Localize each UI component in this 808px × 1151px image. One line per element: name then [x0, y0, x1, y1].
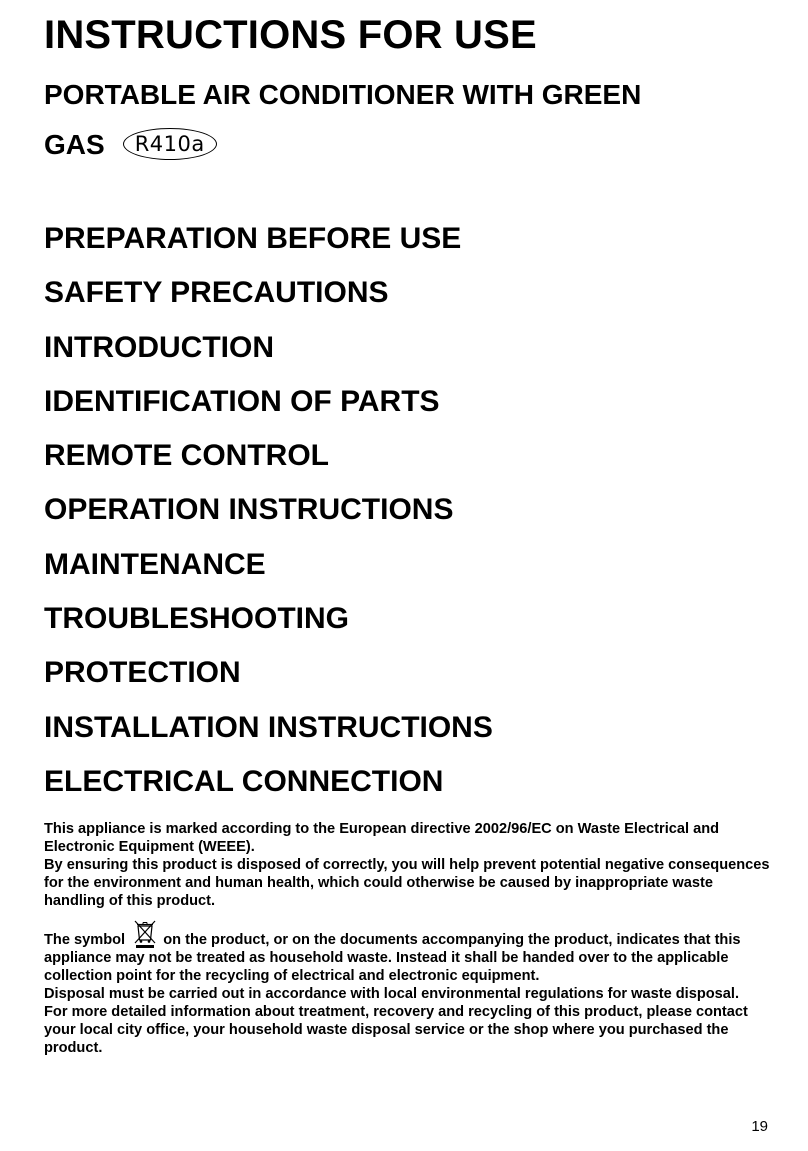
toc-item: PROTECTION [44, 656, 241, 690]
toc-item: INTRODUCTION [44, 330, 274, 364]
toc-item: PREPARATION BEFORE USE [44, 222, 462, 255]
toc-item: TROUBLESHOOTING [44, 602, 349, 636]
page-title: INSTRUCTIONS FOR USE [44, 13, 537, 57]
toc-item: ELECTRICAL CONNECTION [44, 764, 444, 798]
weee-paragraph-directive: This appliance is marked according to the European directive 2002/96/EC on Waste Electrical and Electronic Equipment (WEEE). [44, 821, 720, 855]
toc-item: MAINTENANCE [44, 547, 266, 581]
page-number: 19 [751, 1118, 768, 1135]
product-subtitle [44, 70, 784, 170]
crossed-out-wheelie-bin-icon [133, 918, 157, 948]
toc-item: OPERATION INSTRUCTIONS [44, 493, 454, 527]
weee-paragraph-contact: For more detailed information about treatment, recovery and recycling of this product, please contact your local city office, your household waste disposal service or the shop where you purchased the product. [44, 1004, 748, 1056]
weee-paragraph-symbol [44, 928, 772, 985]
toc-item: SAFETY PRECAUTIONS [44, 276, 389, 310]
toc-item: IDENTIFICATION OF PARTS [44, 384, 440, 418]
weee-notice [44, 820, 772, 1057]
weee-paragraph-disposal: Disposal must be carried out in accordance with local environmental regulations for waste disposal. [44, 986, 739, 1002]
subtitle-line-1: PORTABLE AIR CONDITIONER WITH GREEN [44, 79, 642, 110]
subtitle-line-2: GAS [44, 129, 105, 160]
symbol-text-after: on the product, or on the documents accompanying the product, indicates that this appliance may not be treated as household waste. Instead it shall be handed over to the applicable collection point for the recycling of electrical and electronic equipment. [44, 932, 741, 984]
refrigerant-badge: R410a [123, 128, 217, 160]
weee-paragraph-benefits: By ensuring this product is disposed of correctly, you will help prevent potential negative consequences for the environment and human health, which could otherwise be caused by inappropriate waste handling of this product. [44, 857, 770, 909]
symbol-text-before: The symbol [44, 932, 130, 948]
toc-item: INSTALLATION INSTRUCTIONS [44, 710, 493, 744]
table-of-contents [44, 214, 493, 811]
toc-item: REMOTE CONTROL [44, 439, 329, 473]
